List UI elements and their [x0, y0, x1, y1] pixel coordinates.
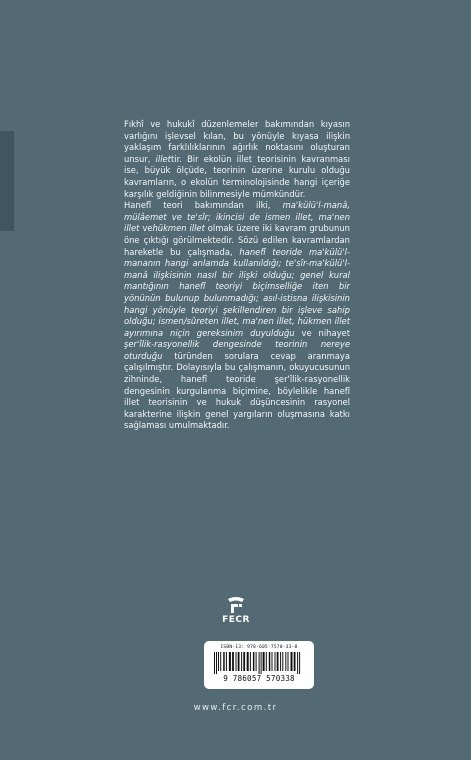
barcode-bar	[266, 652, 267, 671]
barcode-bars	[212, 652, 306, 674]
ean-digits: 9 786057 570338	[223, 674, 295, 683]
barcode-bar	[247, 652, 249, 671]
blurb-text-run: şer'îlik-rasyonellik dengesinde teorinin nereye oturduğu	[124, 339, 350, 361]
blurb-text-run: ve	[139, 223, 153, 234]
barcode-bar	[256, 652, 257, 671]
isbn-text: ISBN-13: 978-605-7570-33-8	[220, 645, 298, 650]
barcode-bar	[243, 652, 245, 671]
blurb-text-run: ve nihayet	[294, 327, 350, 338]
barcode-bar	[253, 652, 255, 671]
barcode-bar	[280, 652, 281, 671]
blurb-paragraph-2	[124, 200, 350, 432]
barcode-bar	[285, 652, 286, 671]
barcode-bar	[259, 652, 260, 674]
barcode-bar	[223, 652, 225, 671]
barcode-bar	[238, 652, 240, 671]
barcode-bar	[261, 652, 262, 674]
blurb-text-run: türünden sorulara cevap aranmaya çalışılmıştır. Dolayısıyla bu çalışmanın, okuyucusunun zihninde, hanefî teoride şer'îlik-rasyonellik dengesinin kurgulanma biçimine, böylelikle hanefî illet teorisinin ve hukuk düşüncesinin rasyonel karakterine ilişkin genel yargıların oluşmasına katkı sağlaması umulmaktadır.	[124, 350, 350, 431]
barcode-bar	[277, 652, 279, 671]
barcode-bar	[294, 652, 296, 671]
barcode-bar	[226, 652, 227, 671]
barcode-bar	[232, 652, 234, 671]
barcode-bar	[236, 652, 237, 671]
barcode-bar	[241, 652, 242, 671]
fecr-logo-icon	[225, 596, 247, 614]
publisher-website: www.fcr.com.tr	[193, 703, 278, 713]
blurb-text-run: illet	[155, 153, 171, 164]
barcode-bar	[220, 652, 221, 671]
blurb-text-run: hanefî teoride ma'külü'l-mananın hangi anlamda kullanıldığı; te'sîr-ma'külü'l-manâ ilişkisinin nasıl bir ilişki olduğu; genel kural mantığının hanefî teoriyi biçimselliğe iten bir yönünün bulunup bulunmadığı; asıl-istisna ilişkisinin hangi yönüyle teoriyi şekillendiren bir işleve sahip olduğu; ismen/sûreten illet, ma'nen illet, hükmen illet ayırımına niçin gereksinim duyulduğu	[124, 246, 350, 338]
barcode-bar	[216, 652, 217, 674]
back-cover-blurb	[124, 119, 350, 432]
blurb-paragraph-1	[124, 119, 350, 200]
spine-edge-mark	[0, 131, 14, 231]
barcode-bar	[291, 652, 293, 671]
barcode-bar	[263, 652, 265, 671]
publisher-logo	[211, 596, 261, 630]
blurb-text-run: tir. Bir ekolün illet teorisinin kavranması ise, büyük ölçüde, teorinin üzerine kurulu olduğu kavramların, o ekolün terminolojisinde hangi içeriğe karşılık geldiğinin bilinmesiyle mümkündür.	[124, 153, 350, 199]
barcode-bar	[272, 652, 273, 671]
blurb-text-run: ma'külü'l-manâ, mülâemet ve te'sîr; ikincisi de ismen illet, ma'nen illet	[124, 200, 350, 234]
barcode-bar	[282, 652, 283, 671]
barcode-bar	[269, 652, 271, 671]
barcode-bar	[229, 652, 231, 671]
barcode-bar	[250, 652, 251, 671]
blurb-text-run: hükmen illet	[152, 223, 205, 234]
publisher-name: FECR	[222, 615, 250, 625]
barcode-label	[204, 641, 314, 689]
barcode-bar	[297, 652, 298, 674]
blurb-text-run: Hanefî teori bakımından ilki,	[124, 200, 283, 211]
barcode-bar	[288, 652, 289, 671]
barcode-bar	[218, 652, 219, 671]
blurb-text-run: Fıkhî ve hukukî düzenlemeler bakımından kıyasın varlığını işlevsel kılan, bu yönüyle kıyasa ilişkin yaklaşım farklılıklarının ağırlık noktasını oluşturan unsur,	[124, 119, 350, 164]
barcode-bar	[214, 652, 215, 674]
barcode-bar	[299, 652, 300, 674]
barcode-bar	[275, 652, 276, 671]
blurb-text-run: olmak üzere iki kavram grubunun öne çıktığı görülmektedir. Sözü edilen kavramlardan hareketle bu çalışmada,	[124, 223, 350, 257]
